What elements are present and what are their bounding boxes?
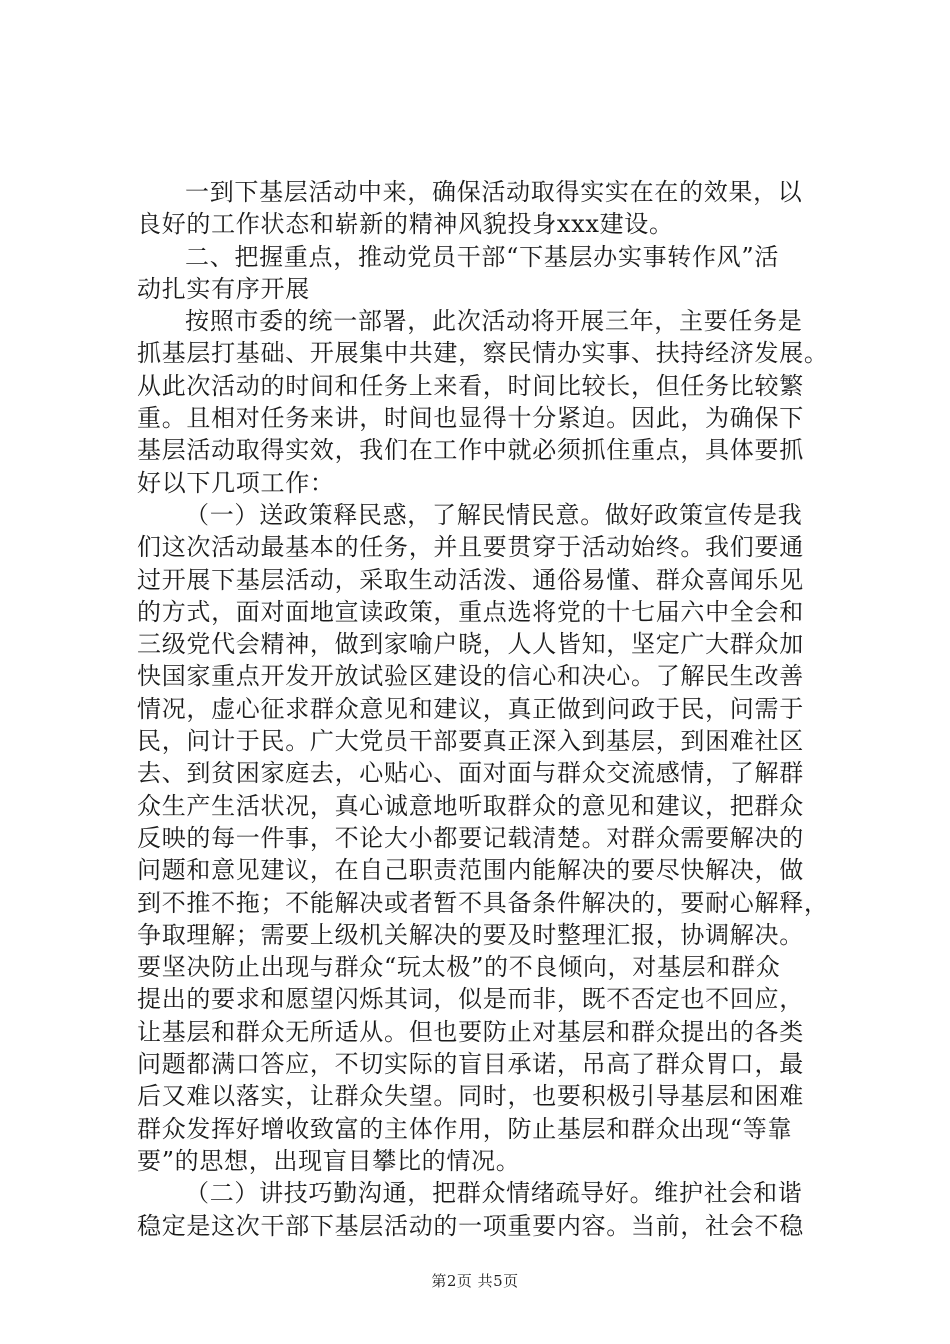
text-line: 们这次活动最基本的任务，并且要贯穿于活动始终。我们要通 [137,533,804,562]
text-line: 良好的工作状态和崭新的精神风貌投身xxx建设。 [137,210,674,239]
text-line: 要坚决防止出现与群众“玩太极”的不良倾向，对基层和群众 [137,953,781,982]
text-line: 的方式，面对面地宣读政策，重点选将党的十七届六中全会和 [137,597,804,626]
text-line: 基层活动取得实效，我们在工作中就必须抓住重点，具体要抓 [137,436,804,465]
text-line: （一）送政策释民惑，了解民情民意。做好政策宣传是我 [185,500,803,529]
text-line: 争取理解；需要上级机关解决的要及时整理汇报，协调解决。 [137,920,804,949]
text-line: 动扎实有序开展 [137,274,310,303]
text-line: 后又难以落实，让群众失望。同时，也要积极引导基层和困难 [137,1082,804,1111]
page-footer: 第2页 共5页 [431,1272,519,1290]
text-line: 到不推不拖；不能解决或者暂不具备条件解决的，要耐心解释， [137,888,829,917]
text-line: 过开展下基层活动，采取生动活泼、通俗易懂、群众喜闻乐见 [137,565,804,594]
document-body [137,176,837,1242]
text-line: 民，问计于民。广大党员干部要真正深入到基层，到困难社区 [137,727,804,756]
text-line: 众生产生活状况，真心诚意地听取群众的意见和建议，把群众 [137,791,804,820]
text-line: 一到下基层活动中来，确保活动取得实实在在的效果，以 [185,178,803,206]
text-line: 重。且相对任务来讲，时间也显得十分紧迫。因此，为确保下 [137,404,804,433]
text-line: （二）讲技巧勤沟通，把群众情绪疏导好。维护社会和谐 [185,1179,803,1208]
text-line: 让基层和群众无所适从。但也要防止对基层和群众提出的各类 [137,1017,804,1046]
text-line: 三级党代会精神，做到家喻户晓，人人皆知，坚定广大群众加 [137,630,804,659]
text-line: 好以下几项工作： [137,468,335,497]
text-line: 提出的要求和愿望闪烁其词，似是而非，既不否定也不回应， [137,985,804,1014]
text-line: 从此次活动的时间和任务上来看，时间比较长，但任务比较繁 [137,371,804,400]
text-line: 反映的每一件事，不论大小都要记载清楚。对群众需要解决的 [137,823,804,852]
text-line: 按照市委的统一部署，此次活动将开展三年，主要任务是 [185,307,803,336]
text-line: 要”的思想，出现盲目攀比的情况。 [137,1146,521,1175]
text-line: 二、把握重点，推动党员干部“下基层办实事转作风”活 [185,242,780,271]
text-line: 去、到贫困家庭去，心贴心、面对面与群众交流感情，了解群 [137,759,804,788]
text-line: 快国家重点开发开放试验区建设的信心和决心。了解民生改善 [137,662,804,691]
text-line: 问题和意见建议，在自己职责范围内能解决的要尽快解决，做 [137,856,804,885]
text-line: 稳定是这次干部下基层活动的一项重要内容。当前，社会不稳 [137,1211,804,1240]
text-line: 抓基层打基础、开展集中共建，察民情办实事、扶持经济发展。 [137,339,829,368]
text-line: 情况，虚心征求群众意见和建议，真正做到问政于民，问需于 [137,694,804,723]
text-line: 群众发挥好增收致富的主体作用，防止基层和群众出现“等靠 [137,1114,793,1143]
text-line: 问题都满口答应，不切实际的盲目承诺，吊高了群众胃口，最 [137,1050,804,1079]
